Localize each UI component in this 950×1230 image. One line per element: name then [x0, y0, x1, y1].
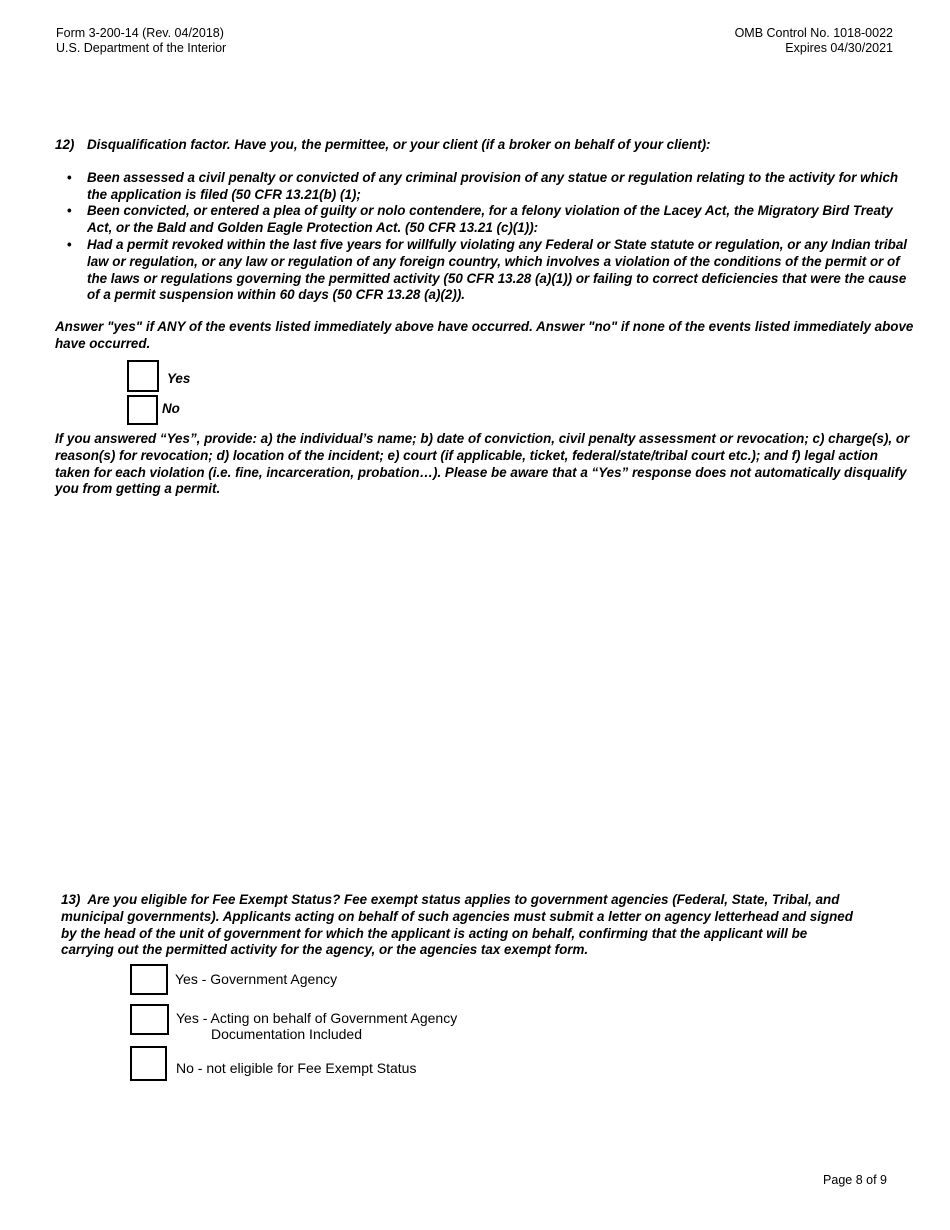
page-number: Page 8 of 9: [823, 1173, 887, 1187]
fee-exempt-government-label: Yes - Government Agency: [175, 971, 338, 987]
question-13-text: Are you eligible for Fee Exempt Status? Fee exempt status applies to government agencies (Federal, State, Tribal, and municipal governments). Applicants acting on behalf of such agencies must submit a letter on agency letterhead and signed by the head of the unit of government for which the applicant is acting on behalf, confirming that the applicant will be carrying out the permitted activity for the agency, or the agencies tax exempt form.: [61, 892, 853, 958]
fee-exempt-acting-text: Yes - Acting on behalf of Government Agency: [176, 1010, 458, 1026]
question-13: [61, 892, 861, 959]
bullet-icon: •: [67, 203, 72, 219]
list-item-text: Been convicted, or entered a plea of guilty or nolo contendere, for a felony violation of the Lacey Act, the Migratory Bird Treaty Act, or the Bald and Golden Eagle Protection Act. (50 CFR 13.21 (c)(1)):: [87, 203, 893, 236]
bullet-icon: •: [67, 169, 72, 185]
question-12-number: 12): [55, 137, 75, 152]
yes-checkbox[interactable]: [127, 360, 159, 392]
yes-label: Yes: [167, 371, 191, 386]
no-checkbox[interactable]: [127, 395, 158, 425]
question-12-text: Disqualification factor. Have you, the permittee, or your client (if a broker on behalf of your client):: [87, 137, 711, 152]
list-item-text: Had a permit revoked within the last five years for willfully violating any Federal or State statute or regulation, or any Indian tribal law or regulation, or any law or regulation of any foreign country, which involves a violation of the conditions of the permit or of the laws or regulations governing the permitted activity (50 CFR 13.28 (a)(1)) or failing to correct deficiencies that were the cause of a permit suspension within 60 days (50 CFR 13.28 (a)(2)).: [87, 236, 907, 303]
list-item: [55, 170, 915, 204]
disqualification-list: [55, 170, 915, 304]
followup-instructions: If you answered “Yes”, provide: a) the individual’s name; b) date of conviction, civil penalty assessment or revocation; c) charge(s), or reason(s) for revocation; d) location of the incident; e) court (if applicable, ticket, federal/state/tribal court etc.); and f) legal action taken for each violation (i.e. fine, incarceration, probation…). Please be aware that a “Yes” response does not automatically disqualify you from getting a permit.: [55, 431, 910, 497]
form-number: Form 3-200-14 (Rev. 04/2018): [56, 26, 224, 40]
list-item-text: Been assessed a civil penalty or convicted of any criminal provision of any statue or regulation relating to the activity for which the application is filed (50 CFR 13.21(b) (1);: [87, 169, 899, 202]
department-name: U.S. Department of the Interior: [56, 41, 227, 55]
no-label: No: [162, 401, 180, 416]
form-header-left: [56, 26, 226, 56]
question-12: [55, 137, 915, 353]
list-item: [55, 237, 915, 304]
expiration-date: Expires 04/30/2021: [785, 41, 893, 55]
form-header-right: [735, 26, 893, 56]
list-item: [55, 203, 915, 237]
fee-exempt-no-checkbox[interactable]: [130, 1046, 167, 1081]
bullet-icon: •: [67, 236, 72, 252]
fee-exempt-acting-checkbox[interactable]: [130, 1004, 169, 1035]
question-12-title: [55, 137, 915, 154]
documentation-included-note: Documentation Included: [211, 1026, 362, 1042]
omb-control-number: OMB Control No. 1018-0022: [734, 26, 893, 40]
fee-exempt-government-checkbox[interactable]: [130, 964, 168, 995]
fee-exempt-acting-label: [176, 1010, 457, 1042]
question-13-number: 13): [61, 892, 81, 907]
answer-instructions: Answer "yes" if ANY of the events listed immediately above have occurred. Answer "no" if none of the events listed immediately above have occurred.: [55, 319, 914, 351]
fee-exempt-no-label: No - not eligible for Fee Exempt Status: [176, 1060, 417, 1076]
